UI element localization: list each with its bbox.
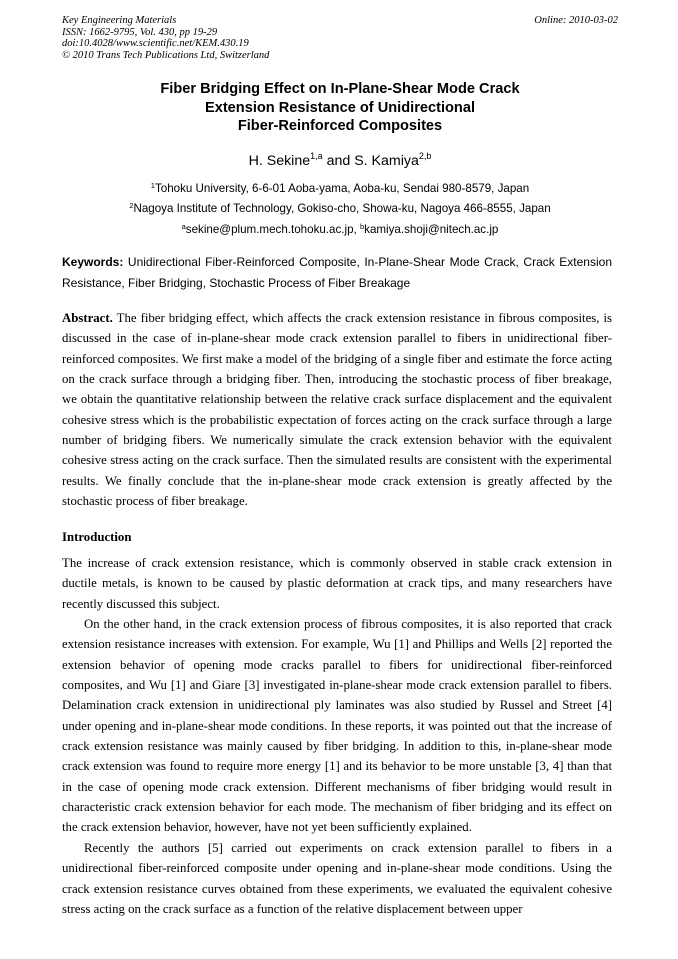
introduction-heading: Introduction — [62, 530, 132, 544]
affiliations — [62, 179, 618, 240]
email-b: kamiya.shoji@nitech.ac.jp — [364, 222, 499, 236]
author-conjunction: and — [322, 153, 355, 169]
email-b-superscript: b — [359, 221, 365, 231]
abstract-section — [62, 308, 612, 511]
email-a-superscript: a — [181, 221, 186, 231]
keywords-section — [62, 252, 612, 293]
affiliation-2 — [62, 199, 618, 219]
author-1-superscript: 1,a — [310, 151, 323, 161]
affiliation-1-superscript: 1 — [150, 181, 155, 190]
keywords-text: Unidirectional Fiber-Reinforced Composite, In-Plane-Shear Mode Crack, Crack Extension Resistance, Fiber Bridging, Stochastic Process of Fiber Breakage — [62, 255, 612, 290]
keywords-label: Keywords: — [62, 255, 124, 269]
email-line — [62, 220, 618, 240]
journal-header — [62, 15, 618, 61]
issn-line: ISSN: 1662-9795, Vol. 430, pp 19-29 — [62, 26, 218, 38]
title-line-3: Fiber-Reinforced Composites — [237, 118, 443, 134]
title-line-2: Extension Resistance of Unidirectional — [204, 99, 476, 116]
doi-line: doi:10.4028/www.scientific.net/KEM.430.19 — [62, 38, 249, 50]
journal-name: Key Engineering Materials — [62, 15, 177, 26]
title-line-1: Fiber Bridging Effect on In-Plane-Shear Mode Crack — [160, 81, 520, 97]
copyright-line: © 2010 Trans Tech Publications Ltd, Switzerland — [62, 49, 270, 61]
abstract-label: Abstract. — [62, 311, 113, 325]
introduction-section — [62, 553, 612, 919]
intro-paragraph-2: On the other hand, in the crack extension process of fibrous composites, it is also reported that crack extension resistance increases with extension. For example, Wu [1] and Phillips and Wells [2] reported the extension behavior of opening mode cracks parallel to fibers for unidirectional fiber-reinforced composites, and Wu [1] and Giare [3] investigated in-plane-shear mode crack extension parallel to fibers. Delamination crack extension in unidirectional ply laminates was also studied by Russel and Street [4] under opening and in-plane-shear mode conditions. In these reports, it was pointed out that the increase of crack extension resistance was mainly caused by fiber bridging. In addition to this, in-plane-shear mode crack extension was found to require more energy [1] and its behavior to be more unstable [3, 4] than that in the case of opening mode crack extension. Different mechanisms of fiber bridging would result in characteristic crack extension behavior for each mode. The mechanism of fiber bridging and its effect on the crack extension behavior, however, have not yet been sufficiently explained. — [62, 617, 612, 835]
paper-title — [62, 80, 618, 136]
affiliation-1 — [62, 179, 618, 199]
email-a: sekine@plum.mech.tohoku.ac.jp, — [185, 222, 360, 236]
intro-paragraph-1: The increase of crack extension resistance, which is commonly observed in stable crack extension in ductile metals, is known to be caused by plastic deformation at crack tips, and many researchers have recently discussed this subject. — [62, 556, 612, 611]
affiliation-2-text: Nagoya Institute of Technology, Gokiso-cho, Showa-ku, Nagoya 466-8555, Japan — [133, 202, 551, 216]
author-1: H. Sekine — [248, 153, 311, 169]
online-date: Online: 2010-03-02 — [534, 15, 618, 26]
affiliation-1-text: Tohoku University, 6-6-01 Aoba-yama, Aoba-ku, Sendai 980-8579, Japan — [154, 182, 530, 195]
author-list — [62, 152, 618, 170]
affiliation-2-superscript: 2 — [129, 201, 134, 211]
author-2: S. Kamiya — [354, 153, 419, 169]
abstract-text: The fiber bridging effect, which affects the crack extension resistance in fibrous composites, is discussed in the case of in-plane-shear mode crack extension parallel to fibers in unidirectional fiber-reinforced composites. We first make a model of the bridging of a single fiber and estimate the force acting on the crack surface through a bridging fiber. Then, introducing the stochastic process of fiber breakage, we obtain the quantitative relationship between the relative crack surface displacement and the equivalent cohesive stress which is the probabilistic expectation of forces acting on the crack surface through a large number of bridging fibers. We numerically simulate the crack extension behavior with the equivalent cohesive stress acting on the crack surface. Then the simulated results are consistent with the experimental results. We finally conclude that the in-plane-shear mode crack extension is greatly affected by the stochastic process of fiber breakage. — [62, 311, 613, 509]
intro-paragraph-3: Recently the authors [5] carried out experiments on crack extension parallel to fibers in a unidirectional fiber-reinforced composite under opening and in-plane-shear mode conditions. Using the crack extension resistance curves obtained from these experiments, we evaluated the equivalent cohesive stress acting on the crack surface as a function of the relative displacement between upper — [62, 840, 612, 916]
author-2-superscript: 2,b — [418, 151, 432, 161]
